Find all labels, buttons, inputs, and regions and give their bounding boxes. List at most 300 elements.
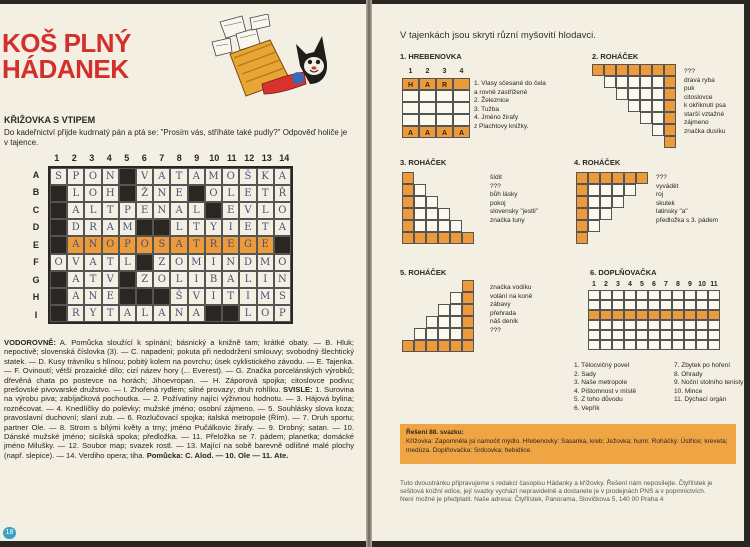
crossword-cell[interactable]: L [239, 305, 256, 322]
crossword-cell[interactable]: T [102, 305, 119, 322]
puzzle-cell[interactable] [588, 290, 600, 300]
puzzle-cell[interactable] [664, 112, 676, 124]
crossword-cell[interactable]: L [170, 219, 187, 236]
crossword-cell[interactable]: L [136, 305, 153, 322]
puzzle-cell[interactable] [600, 184, 612, 196]
puzzle-cell[interactable] [648, 340, 660, 350]
puzzle-cell[interactable] [624, 320, 636, 330]
crossword-cell[interactable]: L [188, 202, 205, 219]
crossword-cell[interactable]: A [170, 202, 187, 219]
puzzle-cell[interactable] [672, 320, 684, 330]
crossword-cell[interactable]: A [102, 219, 119, 236]
crossword-cell[interactable] [153, 288, 170, 305]
puzzle-cell[interactable] [576, 220, 588, 232]
puzzle-cell[interactable] [453, 78, 470, 90]
puzzle-cell[interactable] [576, 208, 588, 220]
puzzle-cell[interactable] [652, 64, 664, 76]
crossword-cell[interactable]: E [102, 288, 119, 305]
crossword-cell[interactable] [50, 202, 67, 219]
crossword-cell[interactable]: A [84, 254, 101, 271]
puzzle-6-grid[interactable] [588, 290, 720, 350]
puzzle-cell[interactable] [438, 232, 450, 244]
puzzle-cell[interactable] [648, 320, 660, 330]
puzzle-cell[interactable] [672, 310, 684, 320]
puzzle-cell[interactable] [438, 304, 450, 316]
puzzle-cell[interactable] [708, 290, 720, 300]
puzzle-cell[interactable] [419, 102, 436, 114]
puzzle-cell[interactable] [628, 64, 640, 76]
puzzle-cell[interactable] [696, 310, 708, 320]
crossword-cell[interactable]: I [205, 288, 222, 305]
crossword-cell[interactable]: M [119, 219, 136, 236]
puzzle-cell[interactable] [636, 300, 648, 310]
puzzle-cell[interactable] [628, 76, 640, 88]
puzzle-cell[interactable] [600, 310, 612, 320]
puzzle-3-grid[interactable] [402, 172, 474, 244]
puzzle-cell[interactable] [414, 232, 426, 244]
puzzle-cell[interactable] [438, 316, 450, 328]
puzzle-cell[interactable] [640, 112, 652, 124]
crossword-cell[interactable] [205, 305, 222, 322]
crossword-cell[interactable]: E [239, 219, 256, 236]
crossword-cell[interactable]: N [153, 202, 170, 219]
puzzle-cell[interactable] [708, 300, 720, 310]
puzzle-cell[interactable] [453, 90, 470, 102]
puzzle-cell[interactable] [402, 172, 414, 184]
puzzle-cell[interactable] [648, 310, 660, 320]
puzzle-cell[interactable] [588, 310, 600, 320]
puzzle-cell[interactable] [612, 310, 624, 320]
puzzle-cell[interactable] [402, 232, 414, 244]
puzzle-cell[interactable] [414, 340, 426, 352]
crossword-cell[interactable]: E [136, 202, 153, 219]
crossword-cell[interactable]: K [257, 168, 274, 185]
crossword-cell[interactable]: A [222, 271, 239, 288]
crossword-cell[interactable] [274, 236, 291, 253]
puzzle-cell[interactable] [438, 220, 450, 232]
puzzle-cell[interactable] [640, 88, 652, 100]
crossword-cell[interactable]: N [274, 271, 291, 288]
crossword-cell[interactable]: N [153, 185, 170, 202]
crossword-cell[interactable] [50, 271, 67, 288]
puzzle-cell[interactable] [414, 196, 426, 208]
puzzle-cell[interactable] [672, 330, 684, 340]
puzzle-cell[interactable] [426, 220, 438, 232]
puzzle-cell[interactable] [640, 76, 652, 88]
puzzle-cell[interactable] [588, 196, 600, 208]
puzzle-cell[interactable] [438, 328, 450, 340]
crossword-cell[interactable]: A [153, 168, 170, 185]
crossword-cell[interactable]: Ž [136, 185, 153, 202]
puzzle-cell[interactable] [462, 328, 474, 340]
crossword-cell[interactable]: S [50, 168, 67, 185]
crossword-cell[interactable]: T [170, 168, 187, 185]
puzzle-cell[interactable] [696, 340, 708, 350]
puzzle-cell[interactable] [436, 102, 453, 114]
puzzle-cell[interactable] [612, 196, 624, 208]
crossword-cell[interactable]: M [188, 254, 205, 271]
crossword-cell[interactable]: V [188, 288, 205, 305]
crossword-cell[interactable]: O [274, 202, 291, 219]
puzzle-cell[interactable] [426, 208, 438, 220]
puzzle-cell[interactable] [684, 320, 696, 330]
crossword-cell[interactable]: M [257, 288, 274, 305]
puzzle-cell[interactable] [648, 290, 660, 300]
puzzle-cell[interactable] [462, 304, 474, 316]
crossword-cell[interactable]: N [170, 305, 187, 322]
puzzle-cell[interactable] [600, 196, 612, 208]
crossword-cell[interactable]: A [67, 202, 84, 219]
puzzle-cell[interactable] [588, 172, 600, 184]
puzzle-cell[interactable] [660, 310, 672, 320]
puzzle-cell[interactable] [652, 76, 664, 88]
puzzle-cell[interactable] [612, 340, 624, 350]
puzzle-cell[interactable] [636, 172, 648, 184]
crossword-cell[interactable]: V [67, 254, 84, 271]
puzzle-cell[interactable] [636, 320, 648, 330]
puzzle-cell[interactable] [696, 300, 708, 310]
crossword-cell[interactable] [119, 185, 136, 202]
puzzle-cell[interactable] [616, 64, 628, 76]
crossword-cell[interactable]: P [274, 305, 291, 322]
crossword-cell[interactable]: M [205, 168, 222, 185]
crossword-cell[interactable]: L [67, 185, 84, 202]
puzzle-cell[interactable] [628, 88, 640, 100]
puzzle-cell[interactable] [624, 290, 636, 300]
puzzle-cell[interactable] [453, 114, 470, 126]
puzzle-cell[interactable] [402, 196, 414, 208]
puzzle-cell[interactable] [648, 330, 660, 340]
puzzle-cell[interactable] [600, 172, 612, 184]
puzzle-cell[interactable] [664, 124, 676, 136]
crossword-cell[interactable] [222, 305, 239, 322]
puzzle-cell[interactable] [588, 300, 600, 310]
puzzle-cell[interactable] [636, 340, 648, 350]
puzzle-cell[interactable] [624, 330, 636, 340]
puzzle-cell[interactable] [624, 300, 636, 310]
puzzle-cell[interactable] [462, 316, 474, 328]
puzzle-cell[interactable] [438, 208, 450, 220]
puzzle-cell[interactable] [652, 88, 664, 100]
puzzle-cell[interactable] [672, 300, 684, 310]
crossword-cell[interactable]: Z [136, 271, 153, 288]
puzzle-cell[interactable] [588, 208, 600, 220]
crossword-cell[interactable]: I [239, 288, 256, 305]
puzzle-cell[interactable] [612, 320, 624, 330]
crossword-cell[interactable] [50, 236, 67, 253]
crossword-cell[interactable]: O [50, 254, 67, 271]
puzzle-cell[interactable] [696, 320, 708, 330]
puzzle-cell[interactable] [592, 64, 604, 76]
puzzle-cell[interactable] [664, 100, 676, 112]
puzzle-cell[interactable] [588, 330, 600, 340]
puzzle-cell[interactable]: A [436, 126, 453, 138]
crossword-cell[interactable]: N [84, 236, 101, 253]
puzzle-cell[interactable]: H [402, 78, 419, 90]
crossword-cell[interactable]: P [119, 236, 136, 253]
puzzle-cell[interactable] [696, 330, 708, 340]
crossword-cell[interactable]: A [153, 305, 170, 322]
crossword-cell[interactable]: V [239, 202, 256, 219]
crossword-cell[interactable] [119, 288, 136, 305]
puzzle-cell[interactable] [419, 90, 436, 102]
puzzle-cell[interactable] [672, 340, 684, 350]
crossword-cell[interactable]: L [84, 202, 101, 219]
crossword-cell[interactable] [136, 288, 153, 305]
puzzle-cell[interactable] [402, 208, 414, 220]
puzzle-cell[interactable] [708, 330, 720, 340]
puzzle-cell[interactable] [419, 114, 436, 126]
puzzle-cell[interactable] [588, 220, 600, 232]
crossword-cell[interactable]: O [205, 185, 222, 202]
crossword-cell[interactable]: B [205, 271, 222, 288]
puzzle-cell[interactable] [684, 330, 696, 340]
puzzle-cell[interactable] [426, 232, 438, 244]
crossword-cell[interactable] [119, 168, 136, 185]
puzzle-cell[interactable] [660, 340, 672, 350]
crossword-cell[interactable] [205, 202, 222, 219]
crossword-cell[interactable]: Z [153, 254, 170, 271]
puzzle-cell[interactable] [426, 196, 438, 208]
crossword-cell[interactable]: Y [84, 305, 101, 322]
puzzle-cell[interactable] [402, 220, 414, 232]
puzzle-2-grid[interactable] [592, 64, 678, 148]
crossword-cell[interactable]: E [222, 236, 239, 253]
crossword-cell[interactable]: O [84, 168, 101, 185]
crossword-cell[interactable] [50, 185, 67, 202]
crossword-cell[interactable] [50, 288, 67, 305]
crossword-cell[interactable]: N [222, 254, 239, 271]
puzzle-cell[interactable] [576, 232, 588, 244]
puzzle-cell[interactable] [576, 184, 588, 196]
crossword-cell[interactable] [153, 219, 170, 236]
crossword-cell[interactable]: D [239, 254, 256, 271]
puzzle-cell[interactable] [600, 290, 612, 300]
crossword-cell[interactable]: O [274, 254, 291, 271]
puzzle-cell[interactable] [426, 328, 438, 340]
crossword-cell[interactable]: O [153, 271, 170, 288]
crossword-cell[interactable]: A [188, 305, 205, 322]
puzzle-cell[interactable] [588, 184, 600, 196]
crossword-cell[interactable]: O [170, 254, 187, 271]
puzzle-cell[interactable] [576, 196, 588, 208]
crossword-cell[interactable]: T [188, 219, 205, 236]
puzzle-4-grid[interactable] [576, 172, 648, 244]
puzzle-cell[interactable] [664, 76, 676, 88]
puzzle-cell[interactable] [450, 220, 462, 232]
puzzle-cell[interactable] [450, 292, 462, 304]
puzzle-cell[interactable] [453, 102, 470, 114]
puzzle-5-grid[interactable] [402, 280, 474, 352]
puzzle-cell[interactable] [600, 330, 612, 340]
puzzle-cell[interactable] [414, 220, 426, 232]
crossword-cell[interactable]: P [67, 168, 84, 185]
puzzle-cell[interactable] [612, 330, 624, 340]
puzzle-cell[interactable] [462, 232, 474, 244]
puzzle-cell[interactable] [402, 340, 414, 352]
crossword-cell[interactable]: O [102, 236, 119, 253]
crossword-cell[interactable]: A [67, 288, 84, 305]
puzzle-cell[interactable] [600, 208, 612, 220]
crossword-cell[interactable]: A [274, 219, 291, 236]
crossword-cell[interactable]: A [188, 168, 205, 185]
puzzle-cell[interactable] [624, 310, 636, 320]
puzzle-cell[interactable] [462, 280, 474, 292]
crossword-cell[interactable]: R [205, 236, 222, 253]
puzzle-cell[interactable] [672, 290, 684, 300]
puzzle-cell[interactable] [414, 328, 426, 340]
crossword-cell[interactable]: Š [170, 288, 187, 305]
puzzle-cell[interactable] [450, 328, 462, 340]
crossword-cell[interactable]: E [222, 202, 239, 219]
puzzle-cell[interactable] [652, 112, 664, 124]
puzzle-cell[interactable] [600, 320, 612, 330]
puzzle-cell[interactable] [684, 290, 696, 300]
puzzle-cell[interactable] [708, 320, 720, 330]
puzzle-cell[interactable] [576, 172, 588, 184]
puzzle-cell[interactable] [604, 64, 616, 76]
crossword-cell[interactable]: L [119, 254, 136, 271]
puzzle-cell[interactable] [660, 320, 672, 330]
crossword-cell[interactable]: T [222, 288, 239, 305]
puzzle-cell[interactable] [462, 292, 474, 304]
puzzle-cell[interactable] [612, 300, 624, 310]
crossword-cell[interactable]: H [102, 185, 119, 202]
crossword-cell[interactable]: L [239, 271, 256, 288]
crossword-cell[interactable]: I [222, 219, 239, 236]
puzzle-cell[interactable] [462, 340, 474, 352]
crossword-cell[interactable]: P [119, 202, 136, 219]
crossword-cell[interactable]: R [67, 305, 84, 322]
crossword-cell[interactable]: E [170, 185, 187, 202]
puzzle-cell[interactable] [636, 330, 648, 340]
puzzle-cell[interactable] [624, 172, 636, 184]
puzzle-cell[interactable] [426, 340, 438, 352]
crossword-cell[interactable]: O [136, 236, 153, 253]
crossword-cell[interactable]: T [257, 219, 274, 236]
puzzle-cell[interactable] [450, 340, 462, 352]
crossword-cell[interactable] [119, 271, 136, 288]
crossword-cell[interactable]: I [188, 271, 205, 288]
puzzle-cell[interactable] [664, 136, 676, 148]
puzzle-cell[interactable] [402, 90, 419, 102]
crossword-cell[interactable]: L [222, 185, 239, 202]
puzzle-cell[interactable] [636, 310, 648, 320]
puzzle-cell[interactable] [588, 340, 600, 350]
puzzle-cell[interactable] [652, 100, 664, 112]
crossword-grid[interactable] [48, 166, 293, 324]
puzzle-cell[interactable] [612, 184, 624, 196]
crossword-cell[interactable]: A [170, 236, 187, 253]
puzzle-cell[interactable] [436, 90, 453, 102]
crossword-cell[interactable]: Y [205, 219, 222, 236]
puzzle-cell[interactable] [640, 100, 652, 112]
puzzle-cell[interactable] [402, 114, 419, 126]
crossword-cell[interactable] [136, 219, 153, 236]
puzzle-cell[interactable] [402, 102, 419, 114]
crossword-cell[interactable]: M [257, 254, 274, 271]
crossword-cell[interactable]: R [84, 219, 101, 236]
crossword-cell[interactable]: Š [239, 168, 256, 185]
puzzle-cell[interactable] [600, 340, 612, 350]
puzzle-cell[interactable] [660, 290, 672, 300]
crossword-cell[interactable]: I [257, 271, 274, 288]
crossword-cell[interactable] [50, 305, 67, 322]
crossword-cell[interactable]: T [102, 254, 119, 271]
puzzle-cell[interactable] [600, 300, 612, 310]
puzzle-cell[interactable] [402, 184, 414, 196]
puzzle-cell[interactable] [708, 340, 720, 350]
crossword-cell[interactable]: L [257, 202, 274, 219]
puzzle-cell[interactable] [438, 340, 450, 352]
puzzle-cell[interactable] [604, 76, 616, 88]
puzzle-cell[interactable] [628, 100, 640, 112]
puzzle-cell[interactable] [664, 64, 676, 76]
crossword-cell[interactable]: D [67, 219, 84, 236]
puzzle-1-grid[interactable] [402, 78, 470, 138]
crossword-cell[interactable]: S [274, 288, 291, 305]
crossword-cell[interactable]: T [102, 202, 119, 219]
puzzle-cell[interactable] [616, 88, 628, 100]
puzzle-cell[interactable]: R [436, 78, 453, 90]
crossword-cell[interactable]: T [257, 185, 274, 202]
puzzle-cell[interactable] [636, 290, 648, 300]
crossword-cell[interactable]: N [102, 168, 119, 185]
crossword-cell[interactable]: N [84, 288, 101, 305]
puzzle-cell[interactable] [684, 310, 696, 320]
puzzle-cell[interactable] [664, 88, 676, 100]
puzzle-cell[interactable] [450, 304, 462, 316]
crossword-cell[interactable]: L [170, 271, 187, 288]
puzzle-cell[interactable] [660, 330, 672, 340]
puzzle-cell[interactable] [660, 300, 672, 310]
crossword-cell[interactable]: T [84, 271, 101, 288]
puzzle-cell[interactable] [684, 340, 696, 350]
crossword-cell[interactable]: E [257, 236, 274, 253]
puzzle-cell[interactable] [414, 184, 426, 196]
puzzle-cell[interactable] [414, 208, 426, 220]
crossword-cell[interactable]: V [136, 168, 153, 185]
crossword-cell[interactable] [188, 185, 205, 202]
puzzle-cell[interactable]: A [419, 78, 436, 90]
crossword-cell[interactable]: O [84, 185, 101, 202]
crossword-cell[interactable]: S [153, 236, 170, 253]
crossword-cell[interactable]: E [239, 185, 256, 202]
crossword-cell[interactable]: A [274, 168, 291, 185]
puzzle-cell[interactable] [640, 64, 652, 76]
crossword-cell[interactable]: O [257, 305, 274, 322]
puzzle-cell[interactable] [436, 114, 453, 126]
crossword-cell[interactable]: A [67, 271, 84, 288]
puzzle-cell[interactable] [652, 124, 664, 136]
puzzle-cell[interactable] [684, 300, 696, 310]
puzzle-cell[interactable] [612, 172, 624, 184]
crossword-cell[interactable]: V [102, 271, 119, 288]
crossword-cell[interactable]: G [239, 236, 256, 253]
puzzle-cell[interactable] [616, 76, 628, 88]
puzzle-cell[interactable] [450, 316, 462, 328]
puzzle-cell[interactable] [648, 300, 660, 310]
crossword-cell[interactable]: I [205, 254, 222, 271]
crossword-cell[interactable] [50, 219, 67, 236]
puzzle-cell[interactable]: A [419, 126, 436, 138]
crossword-cell[interactable]: A [119, 305, 136, 322]
puzzle-cell[interactable]: A [402, 126, 419, 138]
crossword-cell[interactable]: O [222, 168, 239, 185]
puzzle-cell[interactable]: A [453, 126, 470, 138]
crossword-cell[interactable]: T [188, 236, 205, 253]
puzzle-cell[interactable] [624, 340, 636, 350]
